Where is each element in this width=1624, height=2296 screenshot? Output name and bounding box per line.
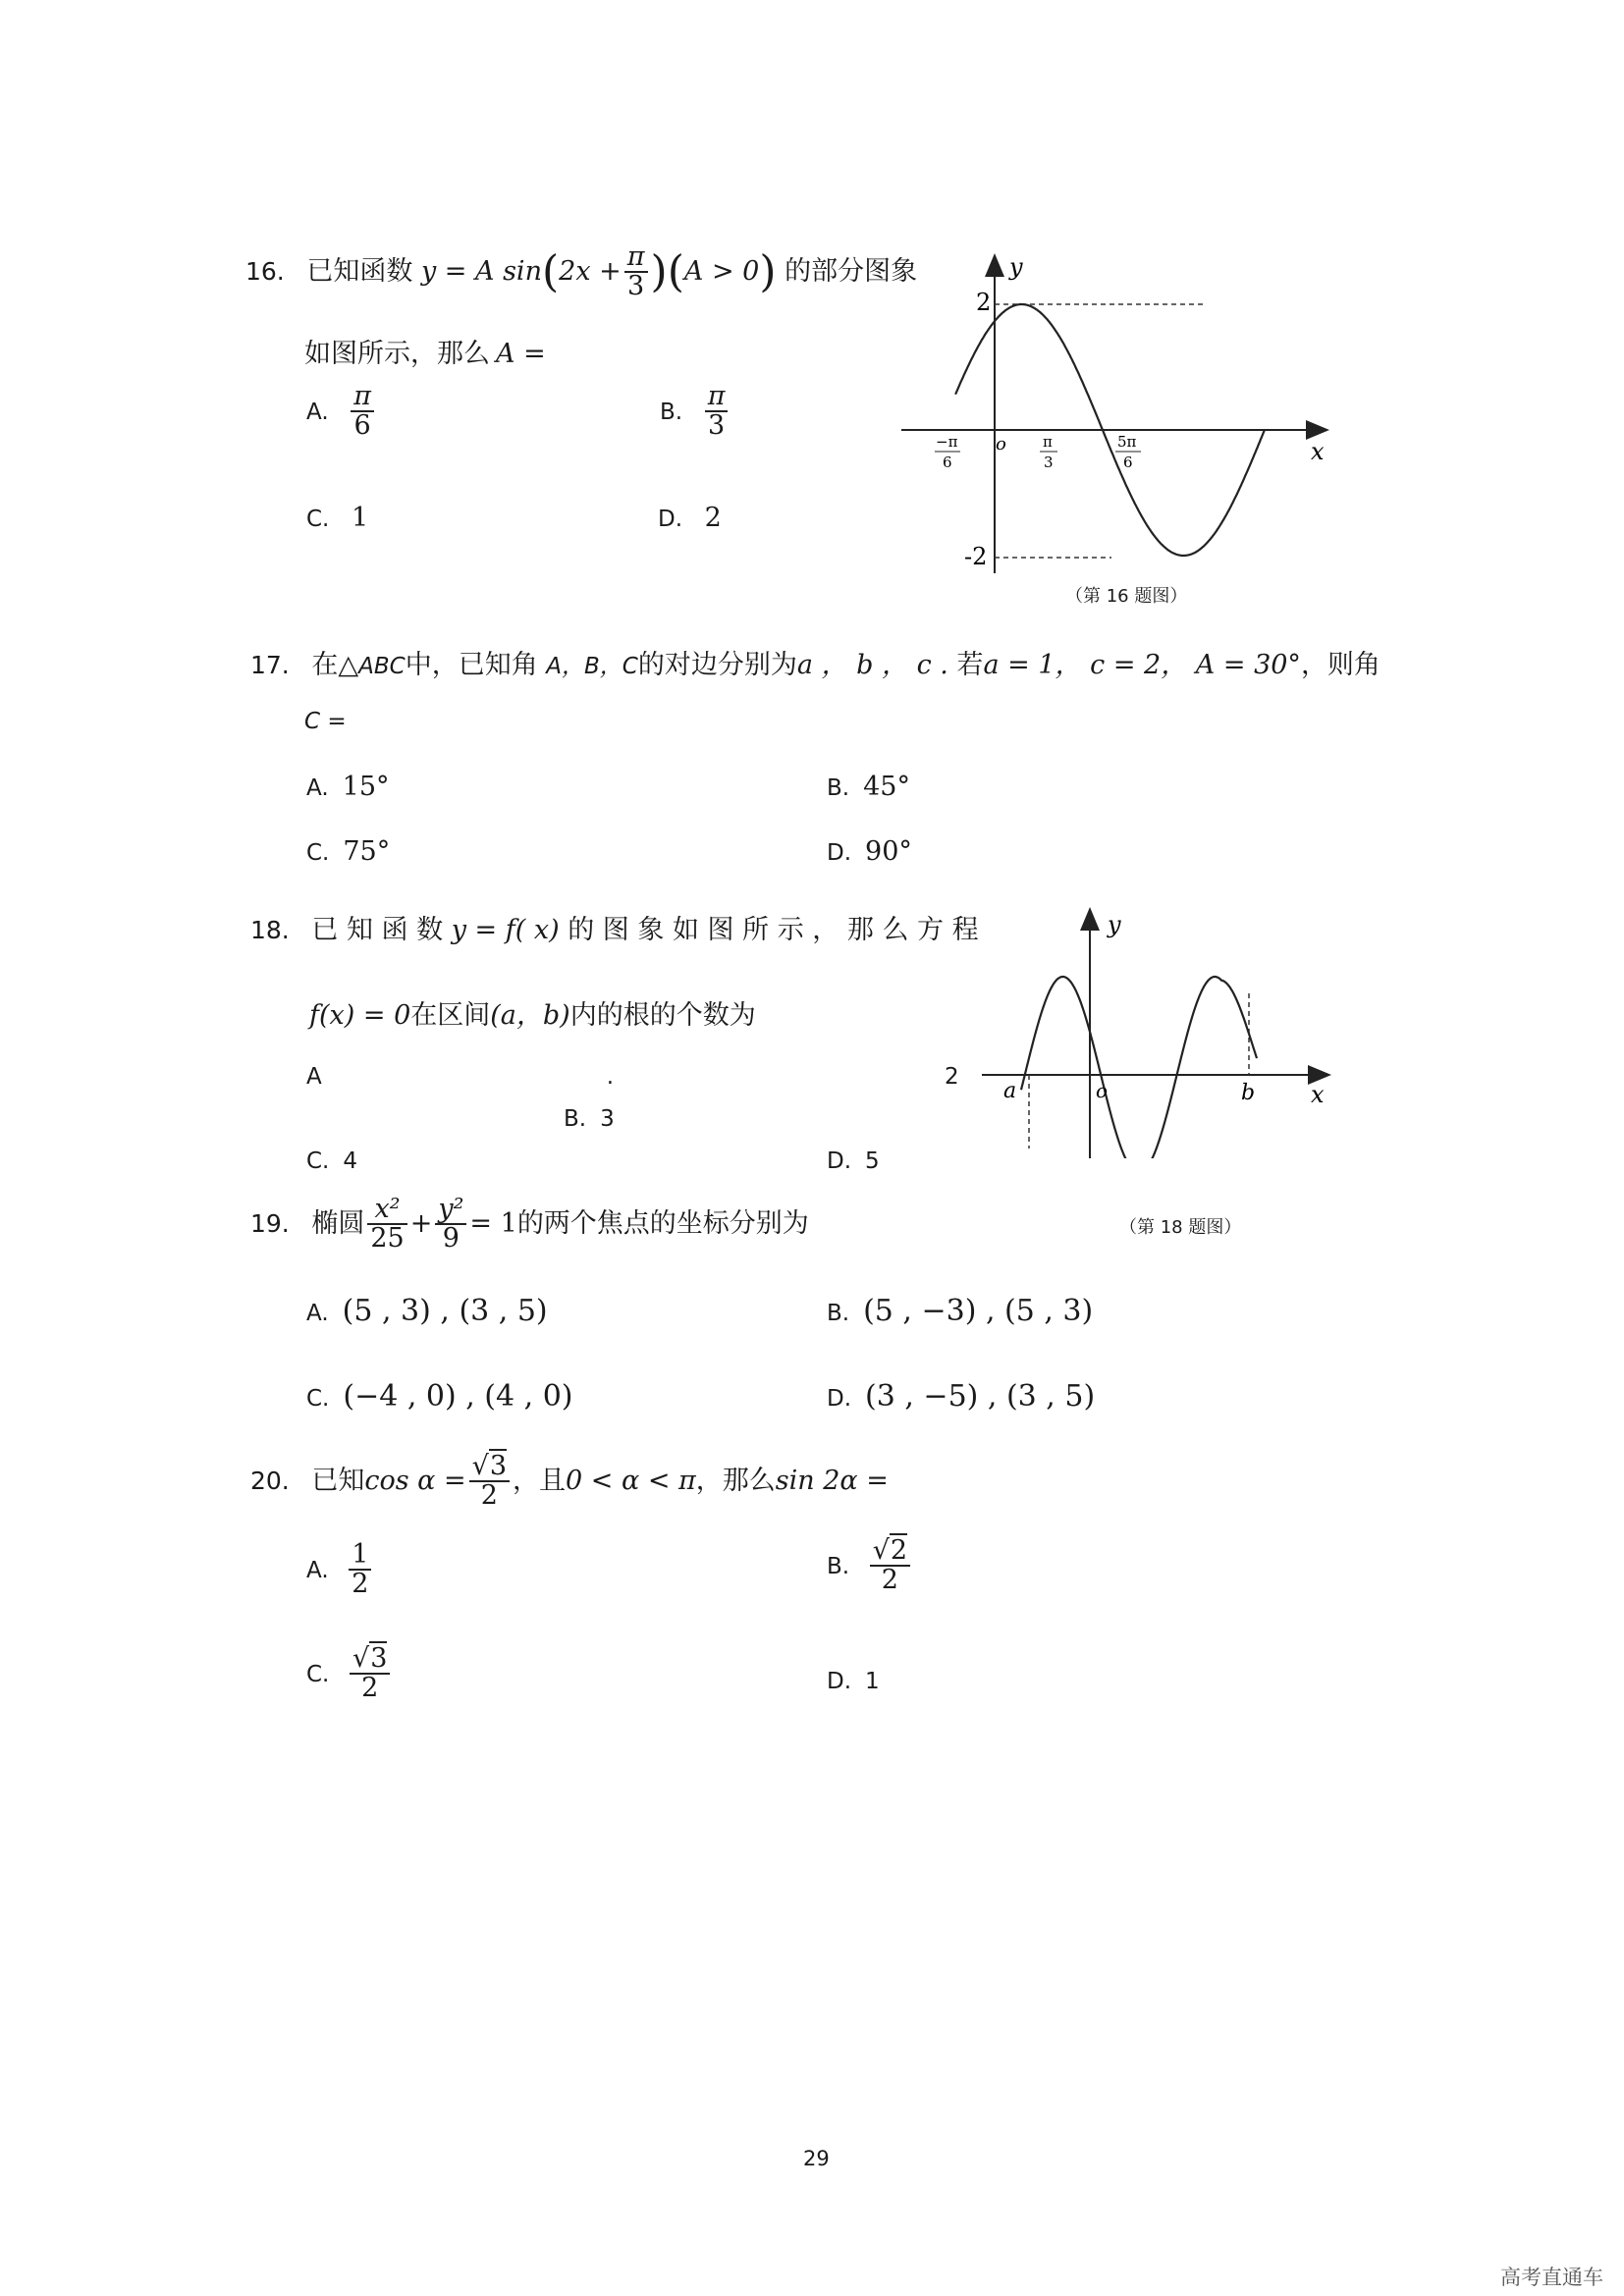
- q16-option-d: D. 2: [658, 503, 722, 533]
- svg-text:6: 6: [1123, 454, 1133, 471]
- q17-option-d: D. 90°: [827, 836, 912, 867]
- q20-option-b: B. $\frac{√2}{2}$: [827, 1537, 913, 1595]
- q17-option-a: A. 15°: [306, 772, 390, 802]
- q16-tick-5pi-6: [1115, 433, 1141, 471]
- q18-x-label: x: [1311, 1081, 1325, 1108]
- q18-line2: f(x) = 0在区间(a，b)内的根的个数为: [309, 1000, 756, 1031]
- q16-stem-pre: 已知函数: [306, 255, 413, 287]
- q16-stem: 16. 已知函数 y = A sin(2x + $\frac{\pi}{3}$ )(A > 0) 的部分图象: [245, 241, 918, 302]
- q17-line2: C =: [304, 709, 347, 734]
- q20-option-d: D. 1: [827, 1669, 880, 1694]
- q18-origin: o: [1096, 1079, 1109, 1102]
- q16-pi-over-3: $\frac{\pi}{3}$: [624, 243, 648, 301]
- q16-formula-func: y = A sin: [420, 255, 542, 287]
- q18-option-a: A .: [306, 1064, 615, 1090]
- q16-option-b: B. $\frac{\pi}{3}$: [660, 383, 731, 441]
- q16-formula-inner: 2x +: [559, 255, 622, 287]
- q20-option-a: A. $\frac{1}{2}$: [306, 1541, 374, 1599]
- q18-caption: （第 18 题图）: [1119, 1217, 1242, 1238]
- q16-caption: （第 16 题图）: [1065, 586, 1188, 607]
- q16-number: 16.: [245, 256, 285, 286]
- q18-a-label: a: [1003, 1079, 1017, 1103]
- q18-curve: [1021, 977, 1257, 1158]
- svg-text:3: 3: [1044, 454, 1054, 471]
- q18-stem: 18. 已 知 函 数 y = f( x) 的 图 象 如 图 所 示 ， 那 么 方 程: [250, 915, 979, 945]
- q19-option-c: C. (−4 , 0) , (4 , 0): [306, 1379, 573, 1414]
- q16-condition: A > 0: [683, 255, 760, 287]
- q20-number: 20.: [250, 1466, 290, 1495]
- q19-number: 19.: [250, 1208, 290, 1238]
- q19-option-b: B. (5 , −3) , (5 , 3): [827, 1294, 1094, 1328]
- q18-option-b: B. 3: [564, 1106, 615, 1132]
- q16-x-label: x: [1311, 438, 1325, 465]
- q16-y-label: y: [1009, 253, 1023, 281]
- q16-tick-pi-3: [1040, 433, 1057, 471]
- q16-option-c: C. 1: [306, 503, 369, 533]
- q18-graph: [972, 903, 1335, 1158]
- svg-text:π: π: [1043, 433, 1053, 451]
- svg-text:−π: −π: [936, 433, 958, 451]
- q17-stem: 17. 在△ABC中，已知角 A，B，C的对边分别为a ， b ， c . 若a = 1， c = 2， A = 30°，则角: [250, 650, 1380, 680]
- q18-option-c: C. 4: [306, 1148, 358, 1174]
- q17-option-b: B. 45°: [827, 772, 910, 802]
- q18-option-d: D. 5: [827, 1148, 880, 1174]
- q16-origin: o: [996, 434, 1006, 454]
- q18-y-label: y: [1108, 911, 1121, 938]
- q16-line2: 如图所示，那么 A =: [304, 339, 546, 369]
- q19-stem: 19. 椭圆 $\frac{\text{x²}}{25}$ + $\frac{\text{y²}}{9}$ = 1的两个焦点的坐标分别为: [250, 1194, 809, 1255]
- q16-ymax-label: 2: [976, 289, 992, 316]
- q16-graph: [893, 245, 1335, 609]
- q16-tick-neg-pi-6: [935, 433, 960, 471]
- watermark: 高考直通车: [1500, 2266, 1603, 2289]
- q20-option-c: C. $\frac{√3}{2}$: [306, 1645, 393, 1703]
- q16-stem-post: 的部分图象: [785, 255, 918, 287]
- q16-option-a: A. $\frac{\pi}{6}$: [306, 383, 377, 441]
- svg-text:5π: 5π: [1117, 433, 1137, 451]
- page-number: 29: [803, 2147, 830, 2170]
- svg-text:6: 6: [943, 454, 952, 471]
- q19-option-d: D. (3 , −5) , (3 , 5): [827, 1379, 1096, 1414]
- q19-option-a: A. (5 , 3) , (3 , 5): [306, 1294, 548, 1328]
- q18-b-label: b: [1241, 1081, 1256, 1105]
- q16-ymin-label: -2: [964, 543, 988, 570]
- q17-number: 17.: [250, 651, 290, 679]
- q16-ask-var: A =: [496, 339, 546, 369]
- q18-number: 18.: [250, 916, 290, 944]
- q17-option-c: C. 75°: [306, 836, 391, 867]
- q20-stem: 20. 已知cos α = $\frac{√3}{2}$ ，且0 < α < π，那么sin 2α =: [250, 1451, 889, 1512]
- q18-left-mark: 2: [945, 1064, 959, 1090]
